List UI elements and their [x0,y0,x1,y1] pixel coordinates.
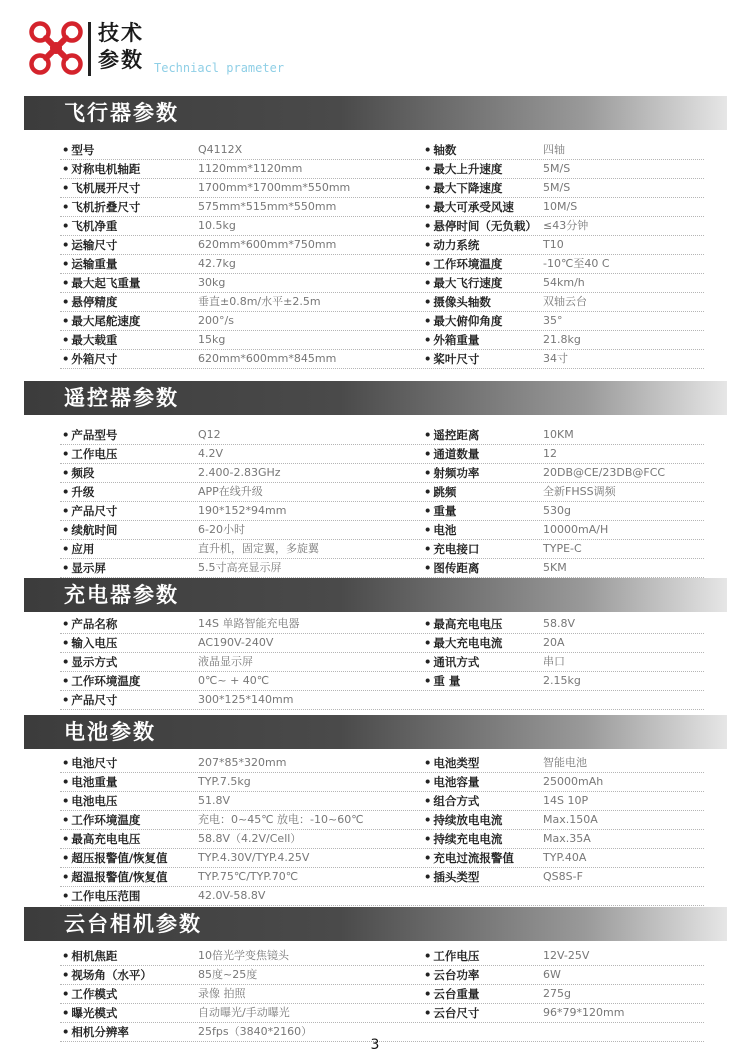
spec-label: • 电池尺寸 [62,754,117,772]
spec-value: 20DB@CE/23DB@FCC [543,466,666,479]
spec-value: 51.8V [198,794,231,807]
spec-label: • 产品尺寸 [62,691,117,709]
spec-row [58,350,704,369]
spec-value: 液晶显示屏 [198,655,253,668]
spec-value: TYPE-C [543,542,582,555]
spec-label: • 最高充电电压 [424,615,502,633]
spec-value: 1700mm*1700mm*550mm [198,181,351,194]
spec-label: • 显示方式 [62,653,117,671]
spec-label: • 动力系统 [424,236,479,254]
spec-label: • 重 量 [424,672,460,690]
spec-label: • 工作电压 [62,445,117,463]
spec-row [58,521,704,540]
spec-label: • 组合方式 [424,792,479,810]
spec-label: • 通讯方式 [424,653,479,671]
section-title: 云台相机参数 [64,912,202,936]
spec-row [58,217,704,236]
spec-value: 620mm*600mm*750mm [198,238,337,251]
spec-label: • 最大载重 [62,331,117,349]
spec-value: -10℃至40 C [543,257,610,270]
spec-label: • 型号 [62,141,94,159]
spec-label: • 电池容量 [424,773,479,791]
spec-value: 5KM [543,561,567,574]
section-bar-aircraft [24,96,727,130]
section-bar-battery [24,715,727,749]
spec-label: • 通道数量 [424,445,479,463]
spec-label: • 最大上升速度 [424,160,502,178]
spec-row [58,887,704,906]
page-title-line1: 技术 [98,21,144,45]
spec-row [58,811,704,830]
spec-row [58,985,704,1004]
spec-value: 0℃~ + 40℃ [198,674,270,687]
spec-label: • 对称电机轴距 [62,160,140,178]
spec-value: 双轴云台 [543,295,587,308]
spec-row [58,464,704,483]
spec-row [58,141,704,160]
spec-label: • 飞机展开尺寸 [62,179,140,197]
spec-label: • 工作电压范围 [62,887,140,905]
spec-value: 200°/s [198,314,234,327]
spec-label: • 最大俯仰角度 [424,312,502,330]
spec-row [58,255,704,274]
spec-row [58,653,704,672]
spec-label: • 充电接口 [424,540,479,558]
spec-row [58,445,704,464]
spec-row [58,947,704,966]
spec-value: 6W [543,968,561,981]
spec-label: • 工作电压 [424,947,479,965]
spec-value: 智能电池 [543,756,587,769]
spec-value: 录像 拍照 [198,987,246,1000]
spec-value: 全新FHSS调频 [543,485,616,498]
spec-row [58,160,704,179]
spec-value: 10M/S [543,200,578,213]
spec-label: • 升级 [62,483,94,501]
spec-label: • 运输重量 [62,255,117,273]
spec-row [58,691,704,710]
spec-value: 207*85*320mm [198,756,287,769]
spec-label: • 超温报警值/恢复值 [62,868,168,886]
spec-value: 4.2V [198,447,224,460]
section-bar-charger [24,578,727,612]
spec-label: • 工作环境温度 [424,255,502,273]
spec-label: • 持续放电电流 [424,811,502,829]
spec-table-charger [58,615,704,710]
spec-label: • 曝光模式 [62,1004,117,1022]
spec-value: Max.150A [543,813,598,826]
spec-label: • 视场角（水平） [62,966,152,984]
spec-value: TYP.4.30V/TYP.4.25V [198,851,310,864]
spec-label: • 最大起飞重量 [62,274,140,292]
spec-label: • 轴数 [424,141,456,159]
spec-label: • 最高充电电压 [62,830,140,848]
spec-value: 300*125*140mm [198,693,294,706]
spec-value: 14S 10P [543,794,589,807]
spec-row [58,179,704,198]
spec-label: • 摄像头轴数 [424,293,491,311]
spec-label: • 相机焦距 [62,947,117,965]
spec-value: 5.5寸高亮显示屏 [198,561,282,574]
section-title: 遥控器参数 [64,386,179,410]
spec-value: 30kg [198,276,226,289]
page-title-line2: 参数 [98,48,144,72]
spec-row [58,198,704,217]
spec-value: 575mm*515mm*550mm [198,200,337,213]
spec-value: TYP.40A [543,851,587,864]
spec-row [58,483,704,502]
page-number: 3 [370,1037,380,1053]
spec-label: • 最大飞行速度 [424,274,502,292]
spec-value: 275g [543,987,571,1000]
spec-label: • 重量 [424,502,456,520]
spec-value: 96*79*120mm [543,1006,625,1019]
spec-row [58,540,704,559]
header-divider [88,22,91,76]
spec-label: • 工作模式 [62,985,117,1003]
spec-row [58,773,704,792]
spec-label: • 工作环境温度 [62,811,140,829]
spec-label: • 遥控距离 [424,426,479,444]
spec-value: 530g [543,504,571,517]
spec-label: • 运输尺寸 [62,236,117,254]
spec-value: 35° [543,314,563,327]
spec-label: • 云台功率 [424,966,479,984]
spec-row [58,502,704,521]
spec-value: 直升机，固定翼，多旋翼 [198,542,319,555]
drone-logo-icon [28,20,84,76]
spec-value: 85度~25度 [198,968,258,981]
spec-label: • 外箱尺寸 [62,350,117,368]
spec-label: • 飞机折叠尺寸 [62,198,140,216]
spec-row [58,559,704,578]
spec-value: 42.7kg [198,257,236,270]
spec-label: • 产品名称 [62,615,117,633]
spec-value: 42.0V-58.8V [198,889,266,902]
spec-label: • 飞机净重 [62,217,117,235]
spec-label: • 输入电压 [62,634,117,652]
spec-label: • 云台尺寸 [424,1004,479,1022]
spec-label: • 频段 [62,464,94,482]
spec-row [58,966,704,985]
spec-row [58,615,704,634]
spec-row [58,274,704,293]
spec-value: Max.35A [543,832,591,845]
spec-row [58,868,704,887]
spec-value: TYP.75℃/TYP.70℃ [198,870,299,883]
spec-row [58,1004,704,1023]
spec-value: 190*152*94mm [198,504,287,517]
spec-table-gimbal-camera [58,947,704,1042]
spec-value: 20A [543,636,565,649]
spec-row [58,830,704,849]
spec-label: • 最大尾舵速度 [62,312,140,330]
spec-label: • 超压报警值/恢复值 [62,849,168,867]
spec-value: 2.400-2.83GHz [198,466,281,479]
spec-label: • 产品型号 [62,426,117,444]
spec-label: • 最大充电电流 [424,634,502,652]
spec-label: • 射频功率 [424,464,479,482]
spec-value: AC190V-240V [198,636,274,649]
spec-value: 15kg [198,333,226,346]
spec-value: 25000mAh [543,775,604,788]
spec-label: • 最大下降速度 [424,179,502,197]
spec-value: 58.8V [543,617,576,630]
spec-value: 34寸 [543,352,568,365]
spec-value: 10倍光学变焦镜头 [198,949,289,962]
spec-value: 四轴 [543,143,565,156]
spec-value: ≤43分钟 [543,219,589,232]
spec-value: 54km/h [543,276,585,289]
spec-value: 2.15kg [543,674,581,687]
spec-row [58,849,704,868]
spec-value: 12V-25V [543,949,590,962]
spec-row [58,331,704,350]
spec-value: 串口 [543,655,565,668]
spec-label: • 外箱重量 [424,331,479,349]
section-title: 充电器参数 [64,583,179,607]
spec-label: • 桨叶尺寸 [424,350,479,368]
spec-label: • 电池重量 [62,773,117,791]
spec-value: 5M/S [543,162,571,175]
spec-value: 5M/S [543,181,571,194]
section-title: 飞行器参数 [64,101,179,125]
spec-label: • 电池 [424,521,456,539]
spec-label: • 悬停精度 [62,293,117,311]
spec-value: Q4112X [198,143,243,156]
spec-label: • 续航时间 [62,521,117,539]
spec-value: 6-20小时 [198,523,245,536]
spec-value: T10 [543,238,564,251]
spec-value: 14S 单路智能充电器 [198,617,300,630]
spec-label: • 充电过流报警值 [424,849,514,867]
spec-label: • 最大可承受风速 [424,198,514,216]
spec-label: • 电池电压 [62,792,117,810]
spec-row [58,236,704,255]
spec-value: 充电：0~45℃ 放电：-10~60℃ [198,813,364,826]
spec-row [58,672,704,691]
page-title [98,20,144,74]
spec-row [58,754,704,773]
spec-value: 10.5kg [198,219,236,232]
spec-value: 10KM [543,428,574,441]
spec-table-remote [58,426,704,578]
spec-value: APP在线升级 [198,485,263,498]
spec-label: • 图传距离 [424,559,479,577]
spec-value: 10000mA/H [543,523,609,536]
spec-label: • 插头类型 [424,868,479,886]
spec-label: • 悬停时间（无负载） [424,217,537,235]
spec-row [58,634,704,653]
spec-value: QS8S-F [543,870,583,883]
spec-value: TYP.7.5kg [198,775,251,788]
section-bar-gimbal-camera [24,907,727,941]
spec-label: • 产品尺寸 [62,502,117,520]
spec-row [58,312,704,331]
spec-label: • 跳频 [424,483,456,501]
spec-label: • 持续充电电流 [424,830,502,848]
spec-value: 21.8kg [543,333,581,346]
spec-row [58,426,704,445]
spec-value: 垂直±0.8m/水平±2.5m [198,295,321,308]
spec-label: • 工作环境温度 [62,672,140,690]
spec-label: • 云台重量 [424,985,479,1003]
page-subtitle: Techniacl prameter [154,61,285,75]
spec-table-aircraft [58,141,704,369]
section-title: 电池参数 [64,720,156,744]
spec-value: 12 [543,447,557,460]
spec-row [58,293,704,312]
spec-row [58,792,704,811]
spec-value: 25fps（3840*2160） [198,1025,313,1038]
spec-value: Q12 [198,428,221,441]
spec-label: • 相机分辨率 [62,1023,129,1041]
spec-value: 58.8V（4.2V/Cell） [198,832,302,845]
section-bar-remote [24,381,727,415]
spec-label: • 应用 [62,540,94,558]
spec-label: • 电池类型 [424,754,479,772]
spec-table-battery [58,754,704,906]
spec-value: 1120mm*1120mm [198,162,303,175]
spec-value: 自动曝光/手动曝光 [198,1006,290,1019]
spec-label: • 显示屏 [62,559,106,577]
spec-value: 620mm*600mm*845mm [198,352,337,365]
